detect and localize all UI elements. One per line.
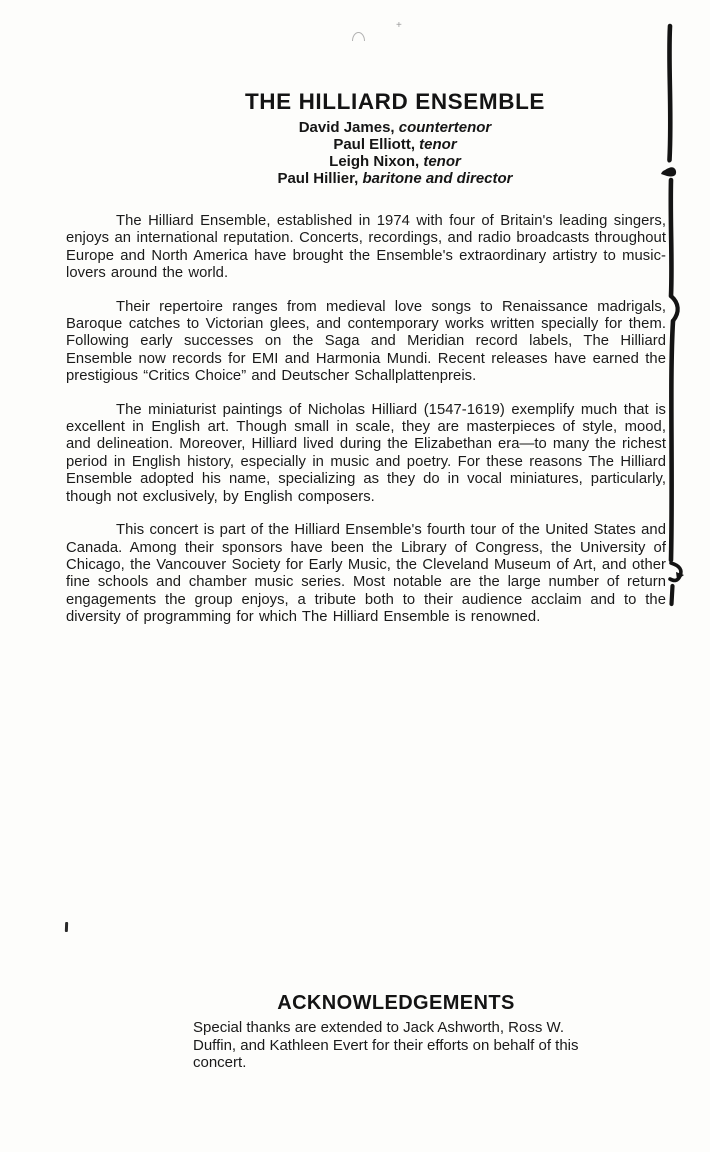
paragraph-history: The Hilliard Ensemble, established in 1974 with four of Britain's leading singers, enjoys an international reputation. Concerts, recordings, and radio broadcasts throughout Europe and North America have brought the Ensemble's extraordinary artistry to music-lovers around the world.: [66, 213, 666, 282]
acknowledgements-heading: ACKNOWLEDGEMENTS: [277, 991, 515, 1014]
performer-line: [80, 119, 710, 136]
performer-name: Paul Elliott,: [333, 136, 415, 153]
performer-role: countertenor: [398, 119, 492, 136]
acknowledgements-text: Special thanks are extended to Jack Ashworth, Ross W. Duffin, and Kathleen Evert for their efforts on behalf of this concert.: [193, 1019, 579, 1072]
performer-line: [80, 170, 710, 187]
performer-role: tenor: [423, 153, 461, 170]
pencil-plus-mark: +: [396, 20, 402, 31]
performer-name: David James,: [298, 119, 395, 136]
performer-line: [80, 153, 710, 170]
performer-list: [0, 119, 710, 187]
performer-role: tenor: [419, 136, 457, 153]
performer-line: [80, 136, 710, 153]
performer-name: Paul Hillier,: [277, 170, 359, 187]
page-title: THE HILLIARD ENSEMBLE: [244, 89, 546, 115]
paragraph-repertoire: Their repertoire ranges from medieval love songs to Renaissance madrigals, Baroque catches to Victorian glees, and contemporary works written specially for them. Following early successes on the Saga and Meridian record labels, The Hilliard Ensemble now records for EMI and Harmonia Mundi. Recent releases have earned the prestigious “Critics Choice” and Deutscher Schallplattenpreis.: [66, 298, 666, 385]
stray-ink-tick: [65, 922, 68, 932]
performer-role: baritone and director: [362, 170, 513, 187]
pencil-arc-mark: [352, 32, 365, 41]
body-text: [66, 213, 666, 643]
paragraph-nicholas-hilliard: The miniaturist paintings of Nicholas Hilliard (1547-1619) exemplify much that is excellent in English art. Though small in scale, they are masterpieces of style, mood, and delineation. Moreover, Hilliard lived during the Elizabethan era—to many the richest period in English history, especially in music and poetry. For these reasons The Hilliard Ensemble adopted his name, specializing as they do in vocal miniatures, particularly, though not exclusively, by English composers.: [66, 401, 666, 505]
performer-name: Leigh Nixon,: [329, 153, 420, 170]
paragraph-tour: This concert is part of the Hilliard Ensemble's fourth tour of the United States and Canada. Among their sponsors have been the Library of Congress, the University of Chicago, the Vancouver Society for Early Music, the Cleveland Museum of Art, and other fine schools and chamber music series. Most notable are the large number of return engagements the group enjoys, a tribute both to their audience acclaim and to the diversity of programming for which The Hilliard Ensemble is renowned.: [66, 522, 666, 626]
